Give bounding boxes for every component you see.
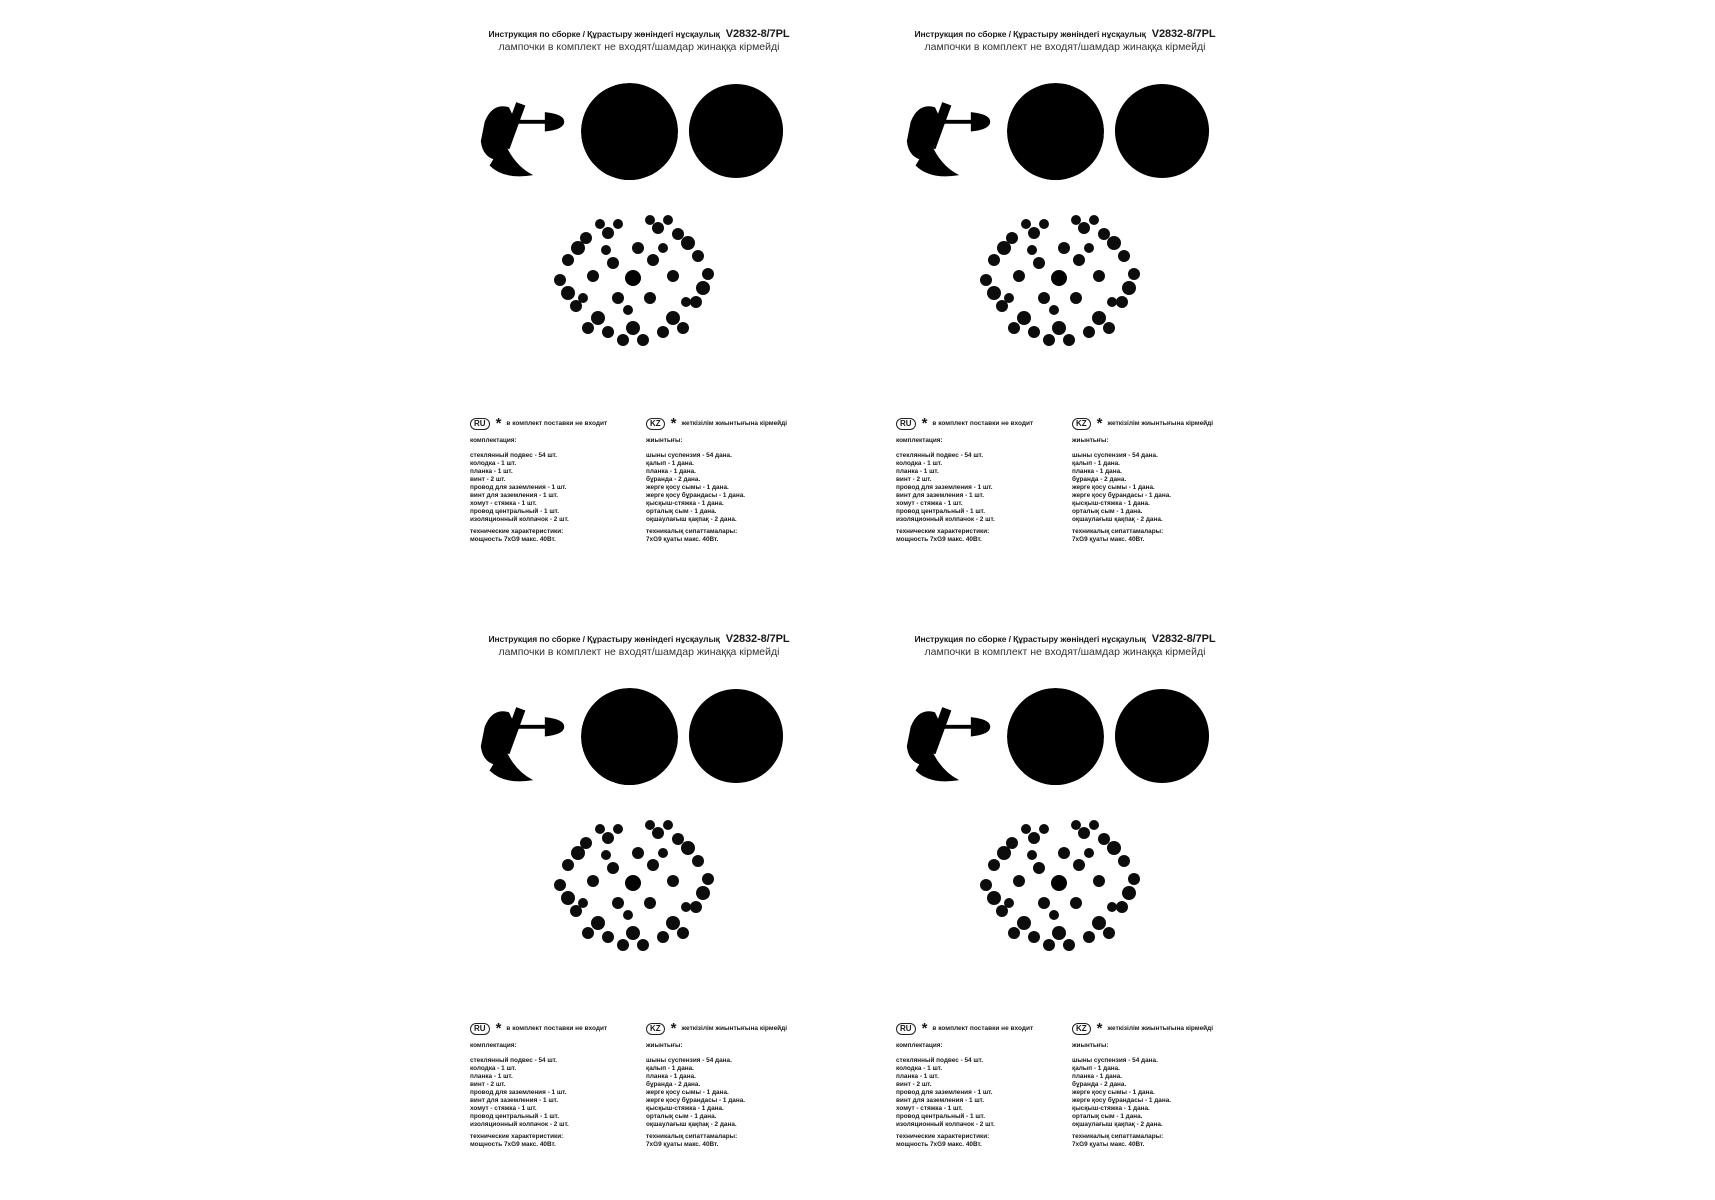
chandelier-illustration <box>538 198 728 363</box>
step-2-illustration <box>581 83 678 180</box>
lang-badge-ru: RU <box>896 418 916 430</box>
model-number: V2832-8/7PL <box>725 633 790 645</box>
asterisk-icon: * <box>1096 415 1103 432</box>
not-included-note: жеткізілім жиынтығына кірмейді <box>681 420 788 427</box>
sheet-header <box>900 634 1230 658</box>
list-item: винт для заземления - 1 шт. <box>470 492 558 499</box>
list-item: оқшаулағыш қақпақ - 2 дана. <box>1072 1121 1163 1128</box>
list-item: бұранда - 2 дана. <box>646 476 701 483</box>
chandelier-image <box>964 198 1154 363</box>
step-3-illustration <box>687 82 785 180</box>
not-included-note: в комплект поставки не входит <box>506 1025 608 1032</box>
tech-value: мощность 7xG9 макс. 40Вт. <box>896 1141 982 1148</box>
list-item: винт для заземления - 1 шт. <box>470 1097 558 1104</box>
asterisk-icon: * <box>495 1020 502 1037</box>
spec-ru <box>470 417 640 544</box>
sheet-header <box>900 29 1230 53</box>
list-item: планка - 1 шт. <box>896 1073 939 1080</box>
contents-list <box>896 452 1066 524</box>
lang-badge-kz: KZ <box>1072 418 1091 430</box>
list-item: бұранда - 2 дана. <box>646 1081 701 1088</box>
sheet-title-line <box>474 634 804 646</box>
step-1-illustration <box>475 688 572 785</box>
step-2-illustration <box>581 688 678 785</box>
list-item: жерге қосу бұрандасы - 1 дана. <box>1072 1097 1172 1104</box>
sheet-header <box>474 634 804 658</box>
screwdriver-canopy-illustration <box>1007 688 1104 785</box>
list-item: планка - 1 дана. <box>646 1073 696 1080</box>
list-item: жерге қосу бұрандасы - 1 дана. <box>646 492 746 499</box>
list-item: колодка - 1 шт. <box>470 1065 517 1072</box>
chandelier-illustration <box>964 198 1154 363</box>
list-item: винт - 2 шт. <box>470 1081 506 1088</box>
sheet-subtitle: лампочки в комплект не входят/шамдар жинаққа кірмейді <box>498 645 780 658</box>
contents-title: жиынтығы: <box>646 437 683 444</box>
list-item: планка - 1 шт. <box>470 468 513 475</box>
list-item: орталық сым - 1 дана. <box>1072 1113 1143 1120</box>
list-item: провод для заземления - 1 шт. <box>470 1089 567 1096</box>
chandelier-image <box>964 803 1154 968</box>
list-item: жерге қосу бұрандасы - 1 дана. <box>646 1097 746 1104</box>
list-item: жерге қосу сымы - 1 дана. <box>646 484 729 491</box>
chandelier-illustration <box>964 803 1154 968</box>
contents-list <box>646 452 821 524</box>
sheet-subtitle: лампочки в комплект не входят/шамдар жинаққа кірмейді <box>924 645 1206 658</box>
contents-title: комплектация: <box>896 1042 943 1049</box>
lang-badge-kz: KZ <box>1072 1023 1091 1035</box>
asterisk-icon: * <box>495 415 502 432</box>
lang-badge-kz: KZ <box>646 1023 665 1035</box>
contents-title: комплектация: <box>470 1042 517 1049</box>
list-item: қысқыш-стяжка - 1 дана. <box>1072 1105 1150 1112</box>
sheet-title-line <box>900 29 1230 41</box>
step-1-illustration <box>475 83 572 180</box>
list-item: қалып - 1 дана. <box>1072 460 1120 467</box>
list-item: колодка - 1 шт. <box>896 460 943 467</box>
wiring-diagram-illustration <box>687 82 785 180</box>
list-item: винт - 2 шт. <box>896 476 932 483</box>
spec-kz <box>1072 417 1247 544</box>
wiring-diagram-illustration <box>687 687 785 785</box>
list-item: стеклянный подвес - 54 шт. <box>896 452 984 459</box>
contents-list <box>470 1057 640 1129</box>
list-item: провод для заземления - 1 шт. <box>896 1089 993 1096</box>
list-item: планка - 1 шт. <box>470 1073 513 1080</box>
step-1-illustration <box>901 83 998 180</box>
spec-ru <box>896 417 1066 544</box>
lang-badge-ru: RU <box>470 1023 490 1035</box>
asterisk-icon: * <box>1096 1020 1103 1037</box>
spec-kz <box>646 417 821 544</box>
list-item: қысқыш-стяжка - 1 дана. <box>1072 500 1150 507</box>
tech-value: мощность 7xG9 макс. 40Вт. <box>470 1141 556 1148</box>
asterisk-icon: * <box>670 415 677 432</box>
tech-title: техникалық сипаттамалары: <box>1072 1133 1164 1140</box>
list-item: жерге қосу сымы - 1 дана. <box>646 1089 729 1096</box>
not-included-note: жеткізілім жиынтығына кірмейді <box>681 1025 788 1032</box>
list-item: изоляционный колпачок - 2 шт. <box>896 1121 995 1128</box>
screwdriver-canopy-illustration <box>1007 83 1104 180</box>
list-item: винт для заземления - 1 шт. <box>896 1097 984 1104</box>
step-2-illustration <box>1007 83 1104 180</box>
list-item: провод центральный - 1 шт. <box>470 1113 560 1120</box>
instruction-sheet <box>892 625 1292 1185</box>
tech-value: 7xG9 қуаты макс. 40Вт. <box>646 536 719 543</box>
list-item: планка - 1 дана. <box>1072 468 1122 475</box>
wiring-diagram-illustration <box>1113 82 1211 180</box>
tech-title: техникалық сипаттамалары: <box>646 1133 738 1140</box>
not-included-note: в комплект поставки не входит <box>506 420 608 427</box>
list-item: шыны суспензия - 54 дана. <box>646 452 732 459</box>
list-item: планка - 1 шт. <box>896 468 939 475</box>
not-included-note: жеткізілім жиынтығына кірмейді <box>1107 1025 1214 1032</box>
list-item: шыны суспензия - 54 дана. <box>1072 1057 1158 1064</box>
tech-title: технические характеристики: <box>470 1133 564 1140</box>
contents-list <box>896 1057 1066 1129</box>
list-item: изоляционный колпачок - 2 шт. <box>470 1121 569 1128</box>
list-item: оқшаулағыш қақпақ - 2 дана. <box>1072 516 1163 523</box>
tech-title: технические характеристики: <box>896 1133 990 1140</box>
list-item: колодка - 1 шт. <box>896 1065 943 1072</box>
list-item: провод центральный - 1 шт. <box>470 508 560 515</box>
lang-badge-ru: RU <box>896 1023 916 1035</box>
list-item: орталық сым - 1 дана. <box>646 508 717 515</box>
list-item: қалып - 1 дана. <box>646 460 694 467</box>
contents-list <box>646 1057 821 1129</box>
list-item: колодка - 1 шт. <box>470 460 517 467</box>
list-item: стеклянный подвес - 54 шт. <box>896 1057 984 1064</box>
list-item: хомут - стяжка - 1 шт. <box>470 500 537 507</box>
list-item: орталық сым - 1 дана. <box>646 1113 717 1120</box>
list-item: жерге қосу сымы - 1 дана. <box>1072 1089 1155 1096</box>
tech-title: технические характеристики: <box>896 528 990 535</box>
sheet-subtitle: лампочки в комплект не входят/шамдар жинаққа кірмейді <box>924 40 1206 53</box>
list-item: қалып - 1 дана. <box>646 1065 694 1072</box>
list-item: стеклянный подвес - 54 шт. <box>470 452 558 459</box>
tech-value: 7xG9 қуаты макс. 40Вт. <box>1072 1141 1145 1148</box>
list-item: изоляционный колпачок - 2 шт. <box>470 516 569 523</box>
list-item: провод центральный - 1 шт. <box>896 508 986 515</box>
model-number: V2832-8/7PL <box>1151 28 1216 40</box>
sheet-title-line <box>900 634 1230 646</box>
list-item: винт для заземления - 1 шт. <box>896 492 984 499</box>
asterisk-icon: * <box>921 415 928 432</box>
list-item: провод для заземления - 1 шт. <box>896 484 993 491</box>
list-item: қалып - 1 дана. <box>1072 1065 1120 1072</box>
list-item: шыны суспензия - 54 дана. <box>646 1057 732 1064</box>
list-item: планка - 1 дана. <box>646 468 696 475</box>
sheet-title: Инструкция по сборке / Құрастыру жөніндегі нұсқаулық <box>914 634 1146 644</box>
list-item: бұранда - 2 дана. <box>1072 476 1127 483</box>
wiring-diagram-illustration <box>1113 687 1211 785</box>
screwdriver-bracket-illustration <box>475 83 572 180</box>
list-item: хомут - стяжка - 1 шт. <box>896 500 963 507</box>
screwdriver-bracket-illustration <box>901 688 998 785</box>
asterisk-icon: * <box>921 1020 928 1037</box>
tech-value: мощность 7xG9 макс. 40Вт. <box>896 536 982 543</box>
step-3-illustration <box>1113 82 1211 180</box>
contents-list <box>470 452 640 524</box>
screwdriver-canopy-illustration <box>581 688 678 785</box>
sheet-title: Инструкция по сборке / Құрастыру жөніндегі нұсқаулық <box>488 634 720 644</box>
instruction-sheet <box>892 20 1292 580</box>
list-item: изоляционный колпачок - 2 шт. <box>896 516 995 523</box>
sheet-subtitle: лампочки в комплект не входят/шамдар жинаққа кірмейді <box>498 40 780 53</box>
list-item: стеклянный подвес - 54 шт. <box>470 1057 558 1064</box>
screwdriver-canopy-illustration <box>581 83 678 180</box>
lang-badge-ru: RU <box>470 418 490 430</box>
chandelier-image <box>538 803 728 968</box>
spec-ru <box>896 1022 1066 1149</box>
instruction-sheet <box>466 20 866 580</box>
step-3-illustration <box>687 687 785 785</box>
screwdriver-bracket-illustration <box>901 83 998 180</box>
tech-value: 7xG9 қуаты макс. 40Вт. <box>646 1141 719 1148</box>
contents-title: комплектация: <box>896 437 943 444</box>
tech-value: 7xG9 қуаты макс. 40Вт. <box>1072 536 1145 543</box>
contents-title: жиынтығы: <box>1072 437 1109 444</box>
contents-title: комплектация: <box>470 437 517 444</box>
list-item: қысқыш-стяжка - 1 дана. <box>646 1105 724 1112</box>
list-item: планка - 1 дана. <box>1072 1073 1122 1080</box>
spec-kz <box>646 1022 821 1149</box>
list-item: оқшаулағыш қақпақ - 2 дана. <box>646 516 737 523</box>
contents-title: жиынтығы: <box>646 1042 683 1049</box>
spec-kz <box>1072 1022 1247 1149</box>
model-number: V2832-8/7PL <box>1151 633 1216 645</box>
step-2-illustration <box>1007 688 1104 785</box>
sheet-title-line <box>474 29 804 41</box>
not-included-note: в комплект поставки не входит <box>932 420 1034 427</box>
list-item: қысқыш-стяжка - 1 дана. <box>646 500 724 507</box>
model-number: V2832-8/7PL <box>725 28 790 40</box>
step-3-illustration <box>1113 687 1211 785</box>
sheet-header <box>474 29 804 53</box>
list-item: винт - 2 шт. <box>470 476 506 483</box>
not-included-note: жеткізілім жиынтығына кірмейді <box>1107 420 1214 427</box>
sheet-title: Инструкция по сборке / Құрастыру жөніндегі нұсқаулық <box>914 29 1146 39</box>
list-item: винт - 2 шт. <box>896 1081 932 1088</box>
asterisk-icon: * <box>670 1020 677 1037</box>
contents-title: жиынтығы: <box>1072 1042 1109 1049</box>
spec-ru <box>470 1022 640 1149</box>
lang-badge-kz: KZ <box>646 418 665 430</box>
tech-title: технические характеристики: <box>470 528 564 535</box>
not-included-note: в комплект поставки не входит <box>932 1025 1034 1032</box>
chandelier-illustration <box>538 803 728 968</box>
tech-title: техникалық сипаттамалары: <box>1072 528 1164 535</box>
contents-list <box>1072 452 1247 524</box>
list-item: провод центральный - 1 шт. <box>896 1113 986 1120</box>
list-item: хомут - стяжка - 1 шт. <box>896 1105 963 1112</box>
list-item: хомут - стяжка - 1 шт. <box>470 1105 537 1112</box>
list-item: шыны суспензия - 54 дана. <box>1072 452 1158 459</box>
list-item: оқшаулағыш қақпақ - 2 дана. <box>646 1121 737 1128</box>
screwdriver-bracket-illustration <box>475 688 572 785</box>
list-item: орталық сым - 1 дана. <box>1072 508 1143 515</box>
sheet-title: Инструкция по сборке / Құрастыру жөніндегі нұсқаулық <box>488 29 720 39</box>
chandelier-image <box>538 198 728 363</box>
list-item: жерге қосу сымы - 1 дана. <box>1072 484 1155 491</box>
list-item: провод для заземления - 1 шт. <box>470 484 567 491</box>
list-item: бұранда - 2 дана. <box>1072 1081 1127 1088</box>
tech-title: техникалық сипаттамалары: <box>646 528 738 535</box>
tech-value: мощность 7xG9 макс. 40Вт. <box>470 536 556 543</box>
list-item: жерге қосу бұрандасы - 1 дана. <box>1072 492 1172 499</box>
step-1-illustration <box>901 688 998 785</box>
contents-list <box>1072 1057 1247 1129</box>
instruction-sheet <box>466 625 866 1185</box>
